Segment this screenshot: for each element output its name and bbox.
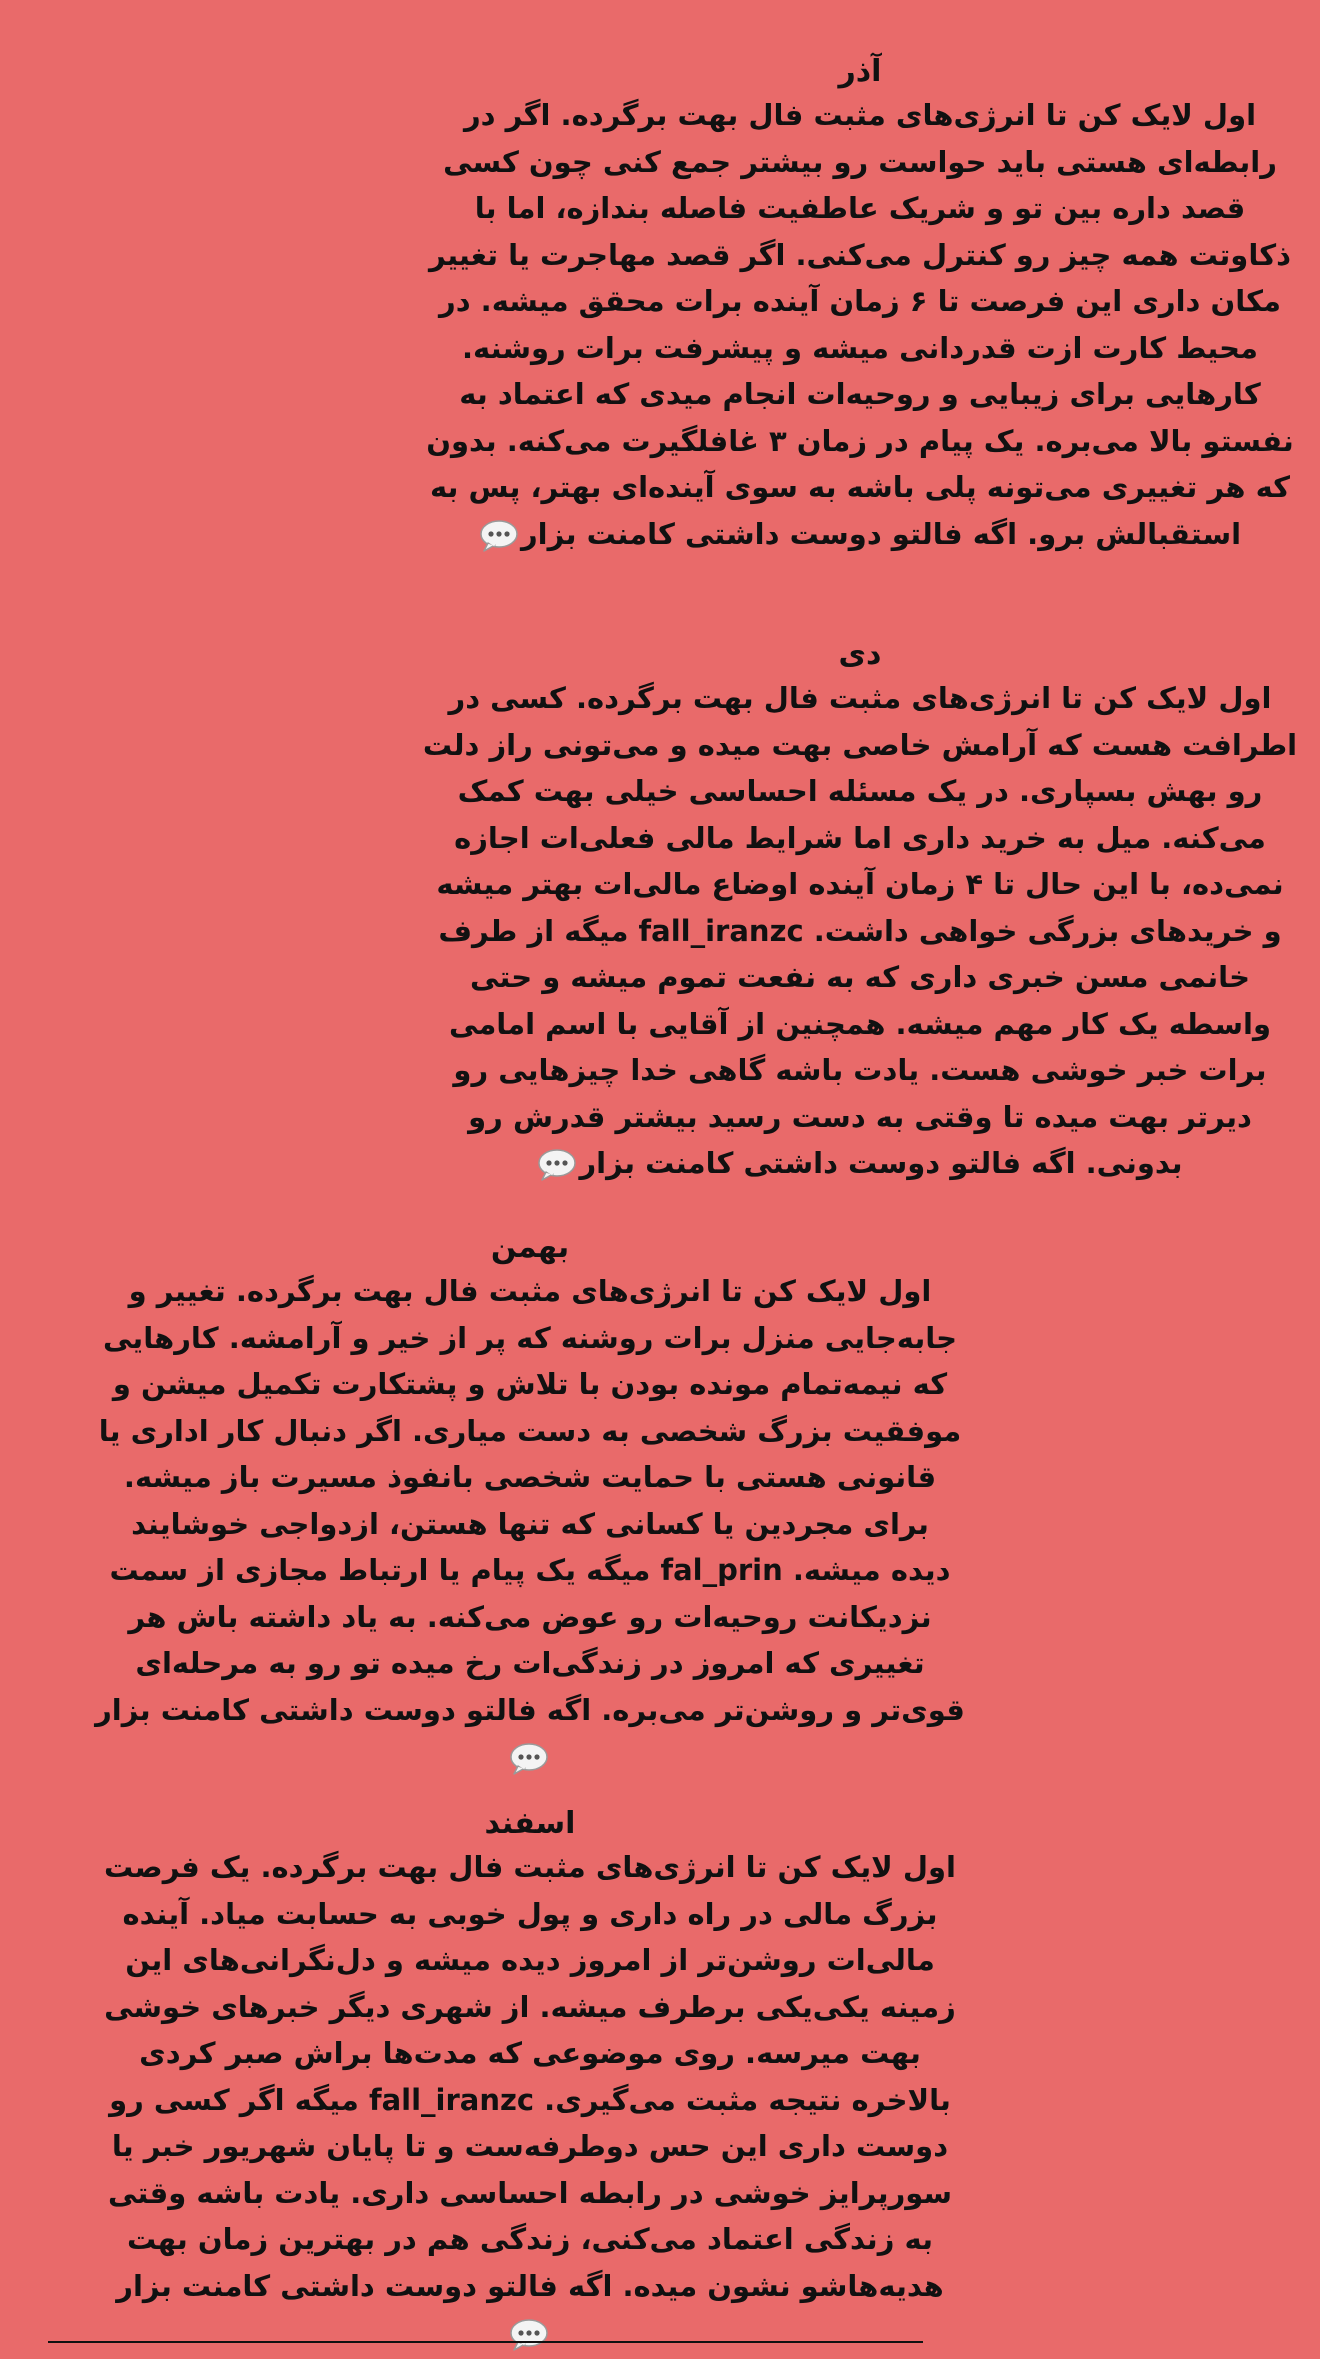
section-title: اسفند <box>484 1806 576 1841</box>
text-line: محیط کارت ازت قدردانی میشه و پیشرفت برات روشنه. <box>462 330 1258 365</box>
text-line: برای مجردین یا کسانی که تنها هستن، ازدواجی خوشایند <box>131 1506 929 1541</box>
text-line: واسطه یک کار مهم میشه. همچنین از آقایی با اسم امامی <box>448 1006 1272 1041</box>
horoscope-section-dey <box>400 635 1320 1187</box>
text-line: بالاخره نتیجه مثبت می‌گیری. fall_iranzc میگه اگر کسی رو <box>109 2082 951 2117</box>
text-line: خانمی مسن خبری داری که به نفعت تموم میشه و حتی <box>470 960 1250 994</box>
text-line: کارهایی برای زیبایی و روحیه‌ات انجام میدی که اعتماد به <box>459 377 1261 411</box>
text-line: رابطه‌ای هستی باید حواست رو بیشتر جمع کنی چون کسی <box>443 144 1277 179</box>
text-line: برات خبر خوشی هست. یادت باشه گاهی خدا چیزهایی رو <box>453 1053 1267 1087</box>
section-title: بهمن <box>490 1230 570 1265</box>
text-line: نزدیکانت روحیه‌ات رو عوض می‌کنه. به یاد داشته باش هر <box>128 1599 932 1634</box>
text-line: مالی‌ات روشن‌تر از امروز دیده میشه و دل‌نگرانی‌های این <box>125 1943 935 1977</box>
text-line: بزرگ مالی در راه داری و پول خوبی به حسابت میاد. آینده <box>122 1896 938 1931</box>
text-line: اول لایک کن تا انرژی‌های مثبت فال بهت برگرده. کسی در <box>448 681 1272 715</box>
text-line: قصد داره بین تو و شریک عاطفیت فاصله بندازه، اما با <box>474 191 1246 225</box>
speech-bubble-icon <box>537 1148 577 1182</box>
text-line: به زندگی اعتماد می‌کنی، زندگی هم در بهترین زمان بهت <box>127 2222 933 2256</box>
icon-row <box>40 2309 1020 2359</box>
text-line: استقبالش برو. اگه فالتو دوست داشتی کامنت بزار <box>520 516 1242 551</box>
text-line: تغییری که امروز در زندگی‌ات رخ میده تو رو به مرحله‌ای <box>135 1646 925 1680</box>
text-line: دوست داری این حس دوطرفه‌ست و تا پایان شهریور خبر یا <box>111 2129 949 2163</box>
text-line: جابه‌جایی منزل برات روشنه که پر از خیر و آرامشه. کارهایی <box>102 1320 958 1355</box>
text-line: دیرتر بهت میده تا وقتی به دست رسید بیشتر قدرش رو <box>468 1099 1252 1134</box>
text-line: اول لایک کن تا انرژی‌های مثبت فال بهت برگرده. یک فرصت <box>103 1850 957 1884</box>
section-body <box>40 1268 1020 1733</box>
text-line: قوی‌تر و روشن‌تر می‌بره. اگه فالتو دوست داشتی کامنت بزار <box>95 1692 965 1727</box>
text-line: اطرافت هست که آرامش خاصی بهت میده و می‌تونی راز دلت <box>422 727 1298 762</box>
bottom-divider <box>48 2341 923 2343</box>
text-line: که نیمه‌تمام مونده بودن با تلاش و پشتکارت تکمیل میشن و <box>112 1367 948 1401</box>
section-title: دی <box>838 637 882 672</box>
section-title: آذر <box>838 54 882 89</box>
text-line: دیده میشه. fal_prin میگه یک پیام یا ارتباط مجازی از سمت <box>109 1553 951 1587</box>
speech-bubble-icon <box>479 519 519 553</box>
text-line: بدونی. اگه فالتو دوست داشتی کامنت بزار <box>579 1146 1183 1180</box>
speech-bubble-icon <box>509 2318 549 2352</box>
text-line: نمی‌ده، با این حال تا ۴ زمان آینده اوضاع مالی‌ات بهتر میشه <box>436 867 1284 901</box>
text-line: مکان داری این فرصت تا ۶ زمان آینده برات محقق میشه. در <box>439 284 1281 318</box>
text-line: اول لایک کن تا انرژی‌های مثبت فال بهت برگرده. اگر در <box>463 98 1257 132</box>
text-line: که هر تغییری می‌تونه پلی باشه به سوی آینده‌ای بهتر، پس به <box>429 470 1291 504</box>
text-line: سورپرایز خوشی در رابطه احساسی داری. یادت باشه وقتی <box>108 2175 952 2210</box>
text-line: ذکاوتت همه چیز رو کنترل می‌کنی. اگر قصد مهاجرت یا تغییر <box>429 237 1291 272</box>
section-body <box>400 675 1320 1187</box>
horoscope-section-bahman <box>40 1228 1020 1783</box>
speech-bubble-icon <box>509 1742 549 1776</box>
horoscope-section-azar <box>400 52 1320 557</box>
text-line: زمینه یکی‌یکی برطرف میشه. از شهری دیگر خبرهای خوشی <box>104 1989 956 2024</box>
text-line: بهت میرسه. روی موضوعی که مدت‌ها براش صبر کردی <box>139 2036 921 2070</box>
text-line: رو بهش بسپاری. در یک مسئله احساسی خیلی بهت کمک <box>457 774 1263 808</box>
text-line: و خریدهای بزرگی خواهی داشت. fall_iranzc میگه از طرف <box>438 913 1282 948</box>
icon-row <box>40 1733 1020 1783</box>
text-line: می‌کنه. میل به خرید داری اما شرایط مالی فعلی‌ات اجازه <box>454 820 1266 855</box>
section-body <box>400 92 1320 557</box>
horoscope-section-esfand <box>40 1804 1020 2359</box>
text-line: موفقیت بزرگ شخصی به دست میاری. اگر دنبال کار اداری یا <box>98 1413 962 1448</box>
text-line: هدیه‌هاشو نشون میده. اگه فالتو دوست داشتی کامنت بزار <box>116 2268 944 2303</box>
section-body <box>40 1844 1020 2309</box>
text-line: اول لایک کن تا انرژی‌های مثبت فال بهت برگرده. تغییر و <box>128 1274 932 1308</box>
text-line: نفستو بالا می‌بره. یک پیام در زمان ۳ غافلگیرت می‌کنه. بدون <box>426 423 1294 458</box>
text-line: قانونی هستی با حمایت شخصی بانفوذ مسیرت باز میشه. <box>123 1460 937 1494</box>
